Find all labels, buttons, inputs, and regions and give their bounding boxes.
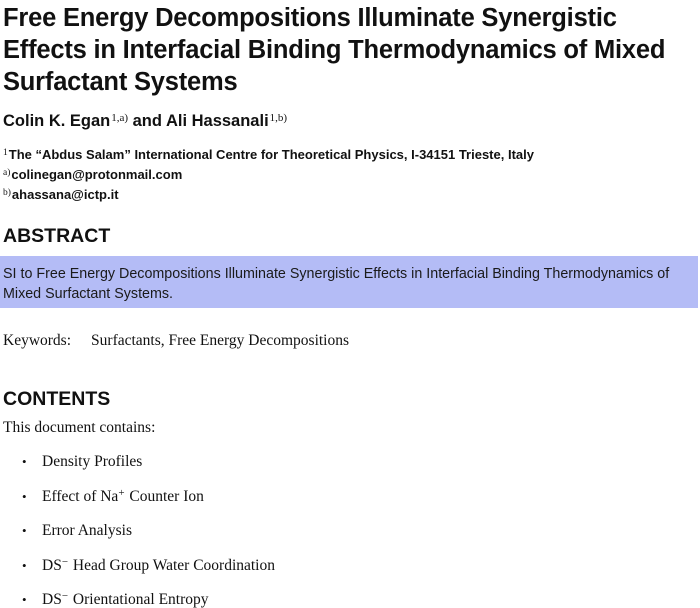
email-mark: a): [3, 168, 11, 178]
author-separator: and: [128, 112, 166, 130]
list-item-text: Effect of Na: [42, 487, 119, 505]
email-text: colinegan@protonmail.com: [11, 167, 183, 182]
abstract-text: SI to Free Energy Decompositions Illuminate Synergistic Effects in Interfacial Binding Thermodynamics of Mixed Surfactant Systems.: [3, 266, 670, 302]
abstract-box: [0, 256, 698, 308]
list-item-superscript: −: [61, 590, 69, 602]
list-item-text: Density Profiles: [42, 453, 143, 470]
contents-list: [22, 451, 275, 608]
list-item: [22, 451, 275, 486]
author-name: Ali Hassanali: [165, 112, 269, 130]
keywords: [3, 330, 349, 352]
affiliation-text: The “Abdus Salam” International Centre for Theoretical Physics, I-34151 Trieste, Italy: [8, 147, 534, 162]
affiliation-mark: 1: [3, 148, 8, 158]
keywords-values: Surfactants, Free Energy Decompositions: [91, 332, 350, 349]
affiliations: [3, 146, 534, 206]
list-item-text: Error Analysis: [42, 522, 132, 539]
bullet: •: [22, 523, 27, 538]
abstract-heading: ABSTRACT: [3, 225, 111, 247]
list-item: [22, 555, 275, 590]
bullet: •: [22, 488, 27, 504]
list-item: [22, 589, 275, 608]
list-item-text: DS: [42, 591, 62, 608]
email-text: ahassana@ictp.it: [11, 187, 119, 202]
list-item-text: DS: [42, 556, 62, 574]
bullet: •: [22, 592, 27, 607]
contents-heading: CONTENTS: [3, 388, 111, 410]
email-line: [3, 166, 534, 186]
keywords-label: Keywords:: [3, 332, 72, 349]
bullet: •: [22, 557, 27, 573]
list-item-text: Head Group Water Coordination: [69, 556, 275, 574]
author-affiliation-mark: 1,a): [111, 112, 129, 124]
author-list: [3, 110, 287, 134]
contents-intro: This document contains:: [3, 419, 156, 436]
bullet: •: [22, 454, 27, 469]
list-item-superscript: −: [61, 555, 69, 568]
paper-title: Free Energy Decompositions Illuminate Synergistic Effects in Interfacial Binding Thermodynamics of Mixed Surfactant Systems: [3, 4, 666, 96]
email-mark: b): [3, 188, 11, 198]
author-affiliation-mark: 1,b): [269, 112, 288, 124]
list-item-text: Orientational Entropy: [69, 591, 209, 608]
list-item: [22, 520, 275, 555]
author-name: Colin K. Egan: [3, 112, 111, 130]
email-line: [3, 186, 534, 206]
affiliation-line: [3, 146, 534, 166]
list-item-text: Counter Ion: [125, 487, 204, 505]
list-item: [22, 486, 275, 521]
list-item-superscript: +: [118, 486, 125, 499]
